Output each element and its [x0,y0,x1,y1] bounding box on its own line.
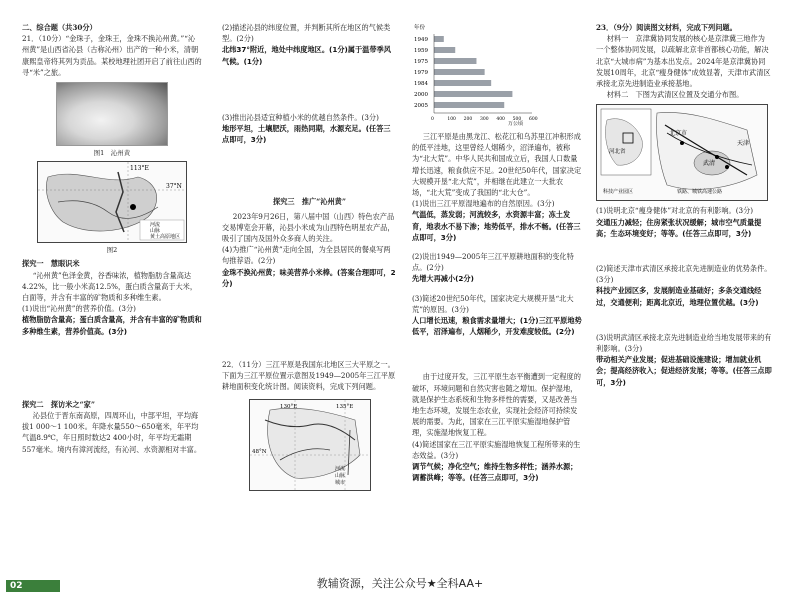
q23-2-answer: 科技产业园区多，发展制造业基础好；多条交通线经过，交通便利；距离北京近，地理位置优越。(3分) [596,286,762,307]
chart-category-label: 1979 [414,70,428,76]
q22-3-answer: 人口增长迅速，粮食需求量增大；(1分)三江平原地势低平，沼泽遍布，人烟稀少，开发难度较低。(2分) [412,316,582,337]
q21-1: (1)说出“沁州黄”的营养价值。(3分) [22,304,136,314]
footer-watermark: 教辅资源，关注公众号★全科AA+ [316,577,484,590]
chart-x-tick-label: 600 [529,117,538,122]
industrial-park-3 [725,165,729,169]
spacer [412,337,584,371]
lon-135-label: 135°E [335,403,353,410]
fig2-map-svg [38,162,186,242]
spacer [412,243,584,251]
explore3-text: 2023年9月26日，第八届中国（山西）特色农产品交易博览会开幕，沁县小米成为山西特色明星农产品，吸引了国内及国外众多商人的关注。 [222,211,395,244]
q22-2-answer: 先增大再减小(2分) [412,274,474,284]
legend-industrial-park: 科技产业园区 [603,189,634,196]
q21-2-answer: 北纬37°附近，地处中纬度地区。(1分)属于温带季风气候。(1分) [222,45,391,66]
wuqing-map [596,104,768,201]
lat-label: 37°N [166,183,182,191]
chart-category-label: 2000 [414,92,428,98]
farmland-chart [412,22,542,127]
explore2-text: 沁县位于晋东南高原，四周环山，中部平坦，平均海拔1 000～1 100米。年降水量550～650毫米，年平均气温8.9℃，年日照时数达2 400小时，年平均无霜期557毫米。境内有漳河流经，有沁河、水资源相对丰富。 [22,411,202,454]
chart-bar [434,47,455,53]
q23-3: (3)说明武清区承接北京先进制造业给当地发展带来的有利影响。(3分) [596,332,772,354]
wuqing-label: 武清 [703,160,716,168]
lat-48-label: 48°N [251,448,267,455]
chart-category-label: 1975 [414,59,428,65]
q22-1-answer: 气温低，蒸发弱；河流较多，水资源丰富；冻土发育，地表水不易下渗；地势低平，排水不畅。(任答三点即可，3分) [412,210,581,242]
fig2-caption: 图2 [106,246,118,255]
fig1-caption: 图1 沁州黄 [93,149,131,158]
q22-intro2: 由于过度开发，三江平原生态平衡遭到一定程度的破坏，环境问题和自然灾害也随之增加。保护湿地，就是保护生态系统和生物多样性的需要，又是改善当地生态环境，发展生态农业，实现社会经济可持续发展的需要。为此，国家在三江平原实施湿地保护管理，实施湿地恢复工程。 [412,372,581,438]
chart-xlabel: 万公顷 [508,121,524,127]
q23-head: 23．（9分）阅读图文材料，完成下列问题。 [596,23,737,32]
legend-river: 河流 [150,222,161,229]
q22-head: 22．（11分）三江平原是我国东北地区三大平原之一。下面为三江平原位置示意图及1949—2005年三江平原耕地面积变化统计图。阅读资料，完成下列问题。 [222,360,396,392]
sanjiang-map [249,399,371,491]
qin-county-marker [130,204,136,210]
fig2-map [37,161,187,243]
chart-x-tick-label: 400 [496,117,505,122]
spacer [222,289,397,359]
q21-2: (2)描述沁县的纬度位置，并判断其所在地区的气候类型。(2分) [222,23,391,44]
spacer [412,285,584,293]
column-2 [222,22,397,491]
q21-1-answer: 植物脂肪含量高；蛋白质含量高，并含有丰富的矿物质和多种维生素，营养价值高。(3分) [22,315,202,336]
spacer [22,337,202,399]
sanjiang-map-svg [250,400,370,490]
chart-category-label: 2005 [414,103,428,109]
industrial-park-2 [715,155,719,159]
legend-mountain: 山脉 [334,472,345,479]
lon-130-label: 130°E [279,403,297,410]
q21-3: (3)推出沁县适宜种植小米的优越自然条件。(3分) [222,112,379,122]
q22-4-answer: 调节气候；净化空气；维持生物多样性；涵养水源；调蓄洪峰；等等。(任答三点即可，3分) [412,462,578,483]
q22-2: (2)说出1949—2005年三江平原耕地面积的变化特点。(2分) [412,252,574,273]
q22-intro: 三江平原是由黑龙江、松花江和乌苏里江冲积形成的低平洼地，这里曾经人烟稀少，沼泽遍布，被称为“北大荒”。中华人民共和国成立后，我国人口数量增长迅速，粮食供应不足。20世纪50年代，国家决定大规模开垦“北大荒”，并相继在此建立一大批农场，“北大荒”变成了我国的“北大仓”。 [412,132,582,198]
section-title: 二、综合题（共30分） [22,23,97,32]
chart-x-tick-label: 200 [463,117,473,122]
fig1-photo [56,82,168,146]
chart-ylabel: 年份 [414,25,426,31]
plain-region [267,408,359,478]
q22-1: (1)说出三江平原湿地遍布的自然原因。(3分) [412,199,555,209]
chart-category-label: 1959 [414,48,428,54]
explore2-title: 探究二 探访米之“家” [22,399,95,409]
chart-bar [434,36,444,42]
legend-river: 河流 [334,465,345,472]
chart-bar [434,58,476,64]
tianjin-label: 天津 [737,140,750,148]
q22-4: (4)简述国家在三江平原实施湿地恢复工程所带来的生态效益。(3分) [412,439,581,460]
chart-x-tick-label: 300 [480,117,489,122]
spacer [222,67,397,112]
legend-transport: 铁路、城铁高速公路 [677,189,723,196]
q23-2: (2)简述天津市武清区承接北京先进制造业的优势条件。(3分) [596,264,772,285]
lon-label: 113°E [130,165,149,173]
hebei-label: 河北省 [609,149,626,156]
farmland-chart-svg [412,22,542,127]
spacer [222,145,397,190]
industrial-park-1 [680,141,684,145]
q22-3: (3)简述20世纪50年代，国家决定大规模开垦“北大荒”的原因。(3分) [412,293,574,314]
q23-1-answer: 交通压力减轻；住房紧张状况缓解；城市空气质量提高；生态环境变好；等等。(任答三点即可，3分) [596,217,762,238]
chart-x-tick-label: 500 [512,117,522,122]
q21-head: 21．（10分）“金珠子，金珠王，金珠不换沁州黄。”“沁州黄”是山西省沁县（古称沁州）出产的一种小米，清朝康熙皇帝将其列为贡品。某校地理社团开启了前往山西的寻“米”之旅。 [22,34,202,77]
spacer [596,239,772,263]
spacer [596,308,772,332]
explore1-title: 探究一 慧眼识米 [22,259,80,269]
page-number: 02 [6,580,60,592]
explore3-title: 探究三 推广“沁州黄” [273,197,346,207]
q21-4-answer: 金珠不换沁州黄；味美营养小米棒。(答案合理即可，2分) [222,267,396,288]
chart-x-tick-label: 100 [447,117,456,122]
chart-bar [434,102,504,108]
beijing-label: 北京市 [669,130,688,138]
q21-4: (4)为推广“沁州黄”走向全国，为全县居民的餐桌写两句推荐语。(2分) [222,245,391,266]
legend-mountain: 山脉 [150,228,161,235]
legend-city: 城市 [334,479,345,486]
chart-bar [434,69,485,75]
q23-3-answer: 带动相关产业发展；促进基础设施建设；增加就业机会；提高经济收入；促进经济发展；等等。(任答三点即可，3分) [596,355,772,387]
column-1 [22,22,202,455]
legend-plateau: 黄土高原地区 [150,234,181,241]
q23-material-2: 材料二 下图为武清区位置及交通分布图。 [606,90,744,100]
q21-3-answer: 地形平坦，土壤肥沃，雨热同期，水源充足。(任答三点即可，3分) [222,124,391,145]
chart-bar [434,80,491,86]
chart-bar [434,91,512,97]
chart-category-label: 1949 [414,37,428,43]
wuqing-map-svg [597,105,767,200]
q23-1: (1)说明北京“瘦身健体”对北京的有利影响。(3分) [596,206,754,216]
explore1-text: “沁州黄”色泽金黄，谷香味浓，植物脂肪含量高达4.22%，比一般小米高12.5%，蛋白质含量高于大米，白面等，并含有丰富的矿物质和多种维生素。 [22,270,198,303]
q23-material-1: 材料一 京津冀协同发展的核心是京津冀三地作为一个整体协同发展，以疏解北京非首都核心功能，解决北京“大城市病”为基本出发点。2024年是京津冀协同发展10周年，北京“瘦身健体”成效显著，天津市武清区承接北京先进制造业承接基地。 [596,34,771,89]
chart-x-tick-label: 0 [431,117,434,122]
column-4 [596,22,772,388]
column-3 [412,22,584,483]
chart-category-label: 1984 [414,81,428,87]
